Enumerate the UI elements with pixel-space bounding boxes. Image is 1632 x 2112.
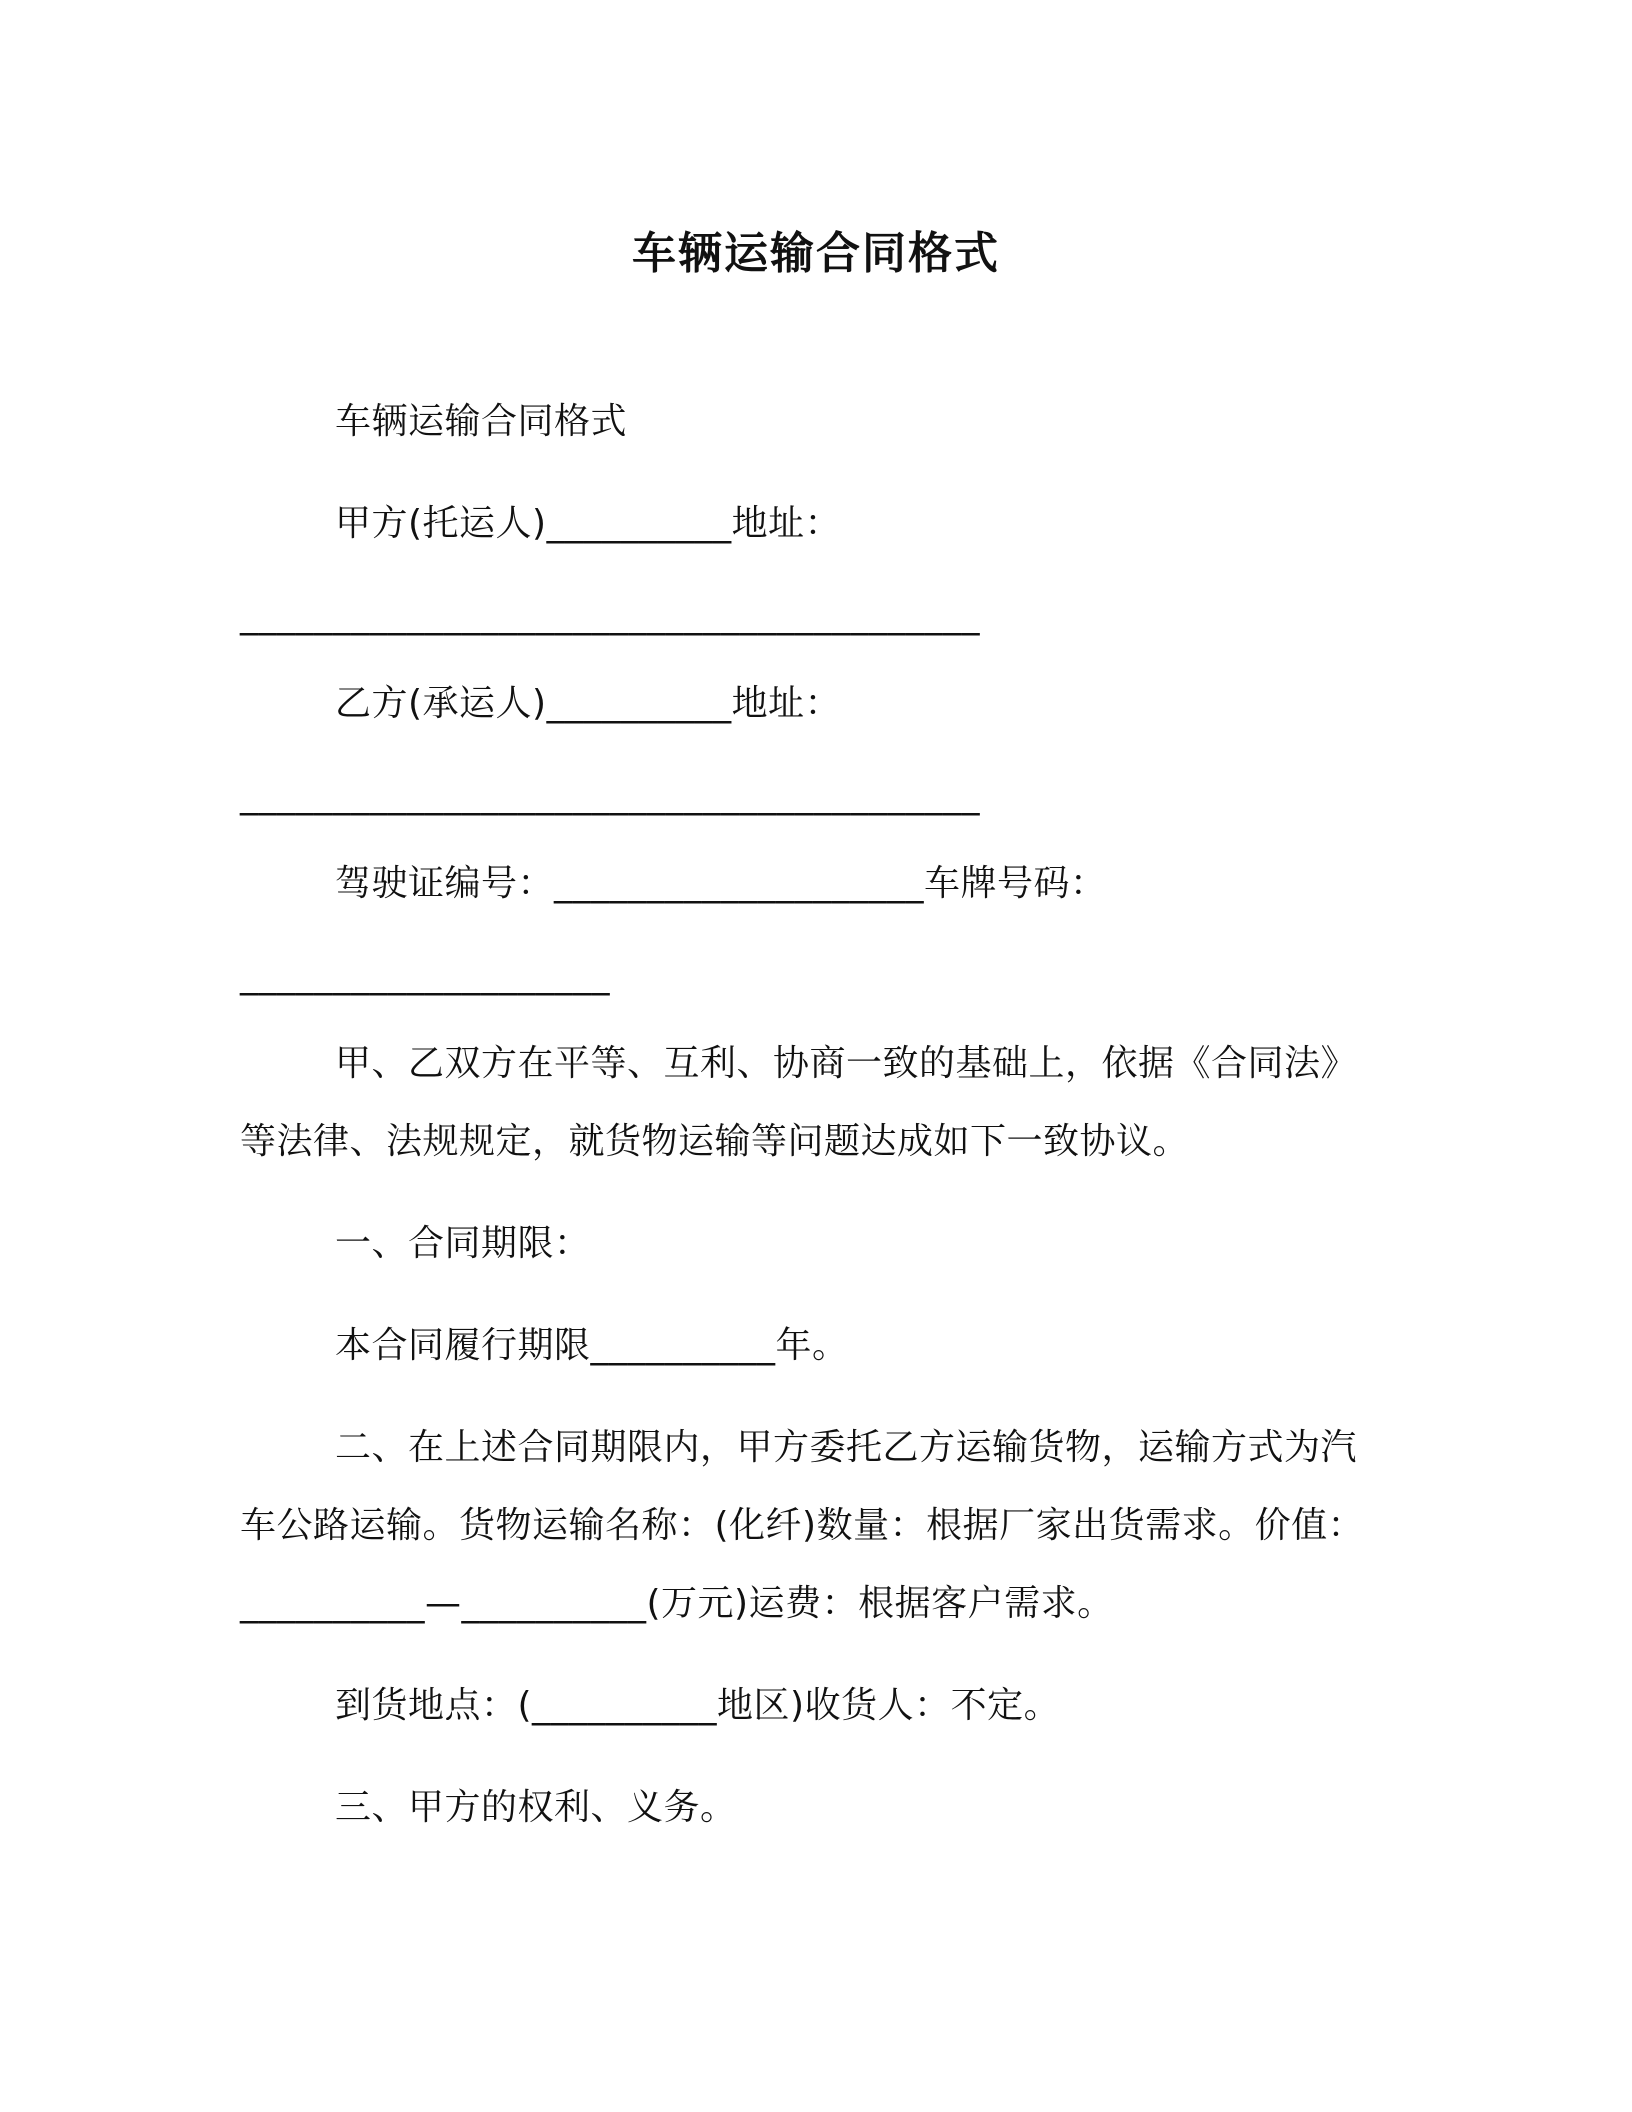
section-2-line-3: __________—__________(万元)运费：根据客户需求。 — [240, 1583, 1114, 1624]
party-a-address-blank: ________________________________________ — [240, 595, 980, 636]
party-a-line: 甲方(托运人)__________地址： — [335, 503, 842, 544]
section-2-line-2: 车公路运输。货物运输名称：(化纤)数量：根据厂家出货需求。价值： — [240, 1505, 1365, 1546]
document-title: 车辆运输合同格式 — [632, 228, 1000, 279]
plate-number-blank: ____________________ — [240, 955, 610, 996]
section-1-heading: 一、合同期限： — [335, 1223, 591, 1264]
license-plate-line: 驾驶证编号：____________________车牌号码： — [335, 863, 1107, 904]
section-2-line-1: 二、在上述合同期限内，甲方委托乙方运输货物，运输方式为汽 — [335, 1427, 1358, 1468]
party-b-address-blank: ________________________________________ — [240, 775, 980, 816]
agreement-paragraph-line-1: 甲、乙双方在平等、互利、协商一致的基础上，依据《合同法》 — [335, 1043, 1358, 1084]
agreement-paragraph-line-2: 等法律、法规规定，就货物运输等问题达成如下一致协议。 — [240, 1121, 1190, 1162]
delivery-location-line: 到货地点：(__________地区)收货人：不定。 — [335, 1685, 1061, 1726]
section-3-heading: 三、甲方的权利、义务。 — [335, 1787, 737, 1828]
party-b-line: 乙方(承运人)__________地址： — [335, 683, 842, 724]
subtitle-line: 车辆运输合同格式 — [335, 401, 628, 442]
contract-term-line: 本合同履行期限__________年。 — [335, 1325, 849, 1366]
